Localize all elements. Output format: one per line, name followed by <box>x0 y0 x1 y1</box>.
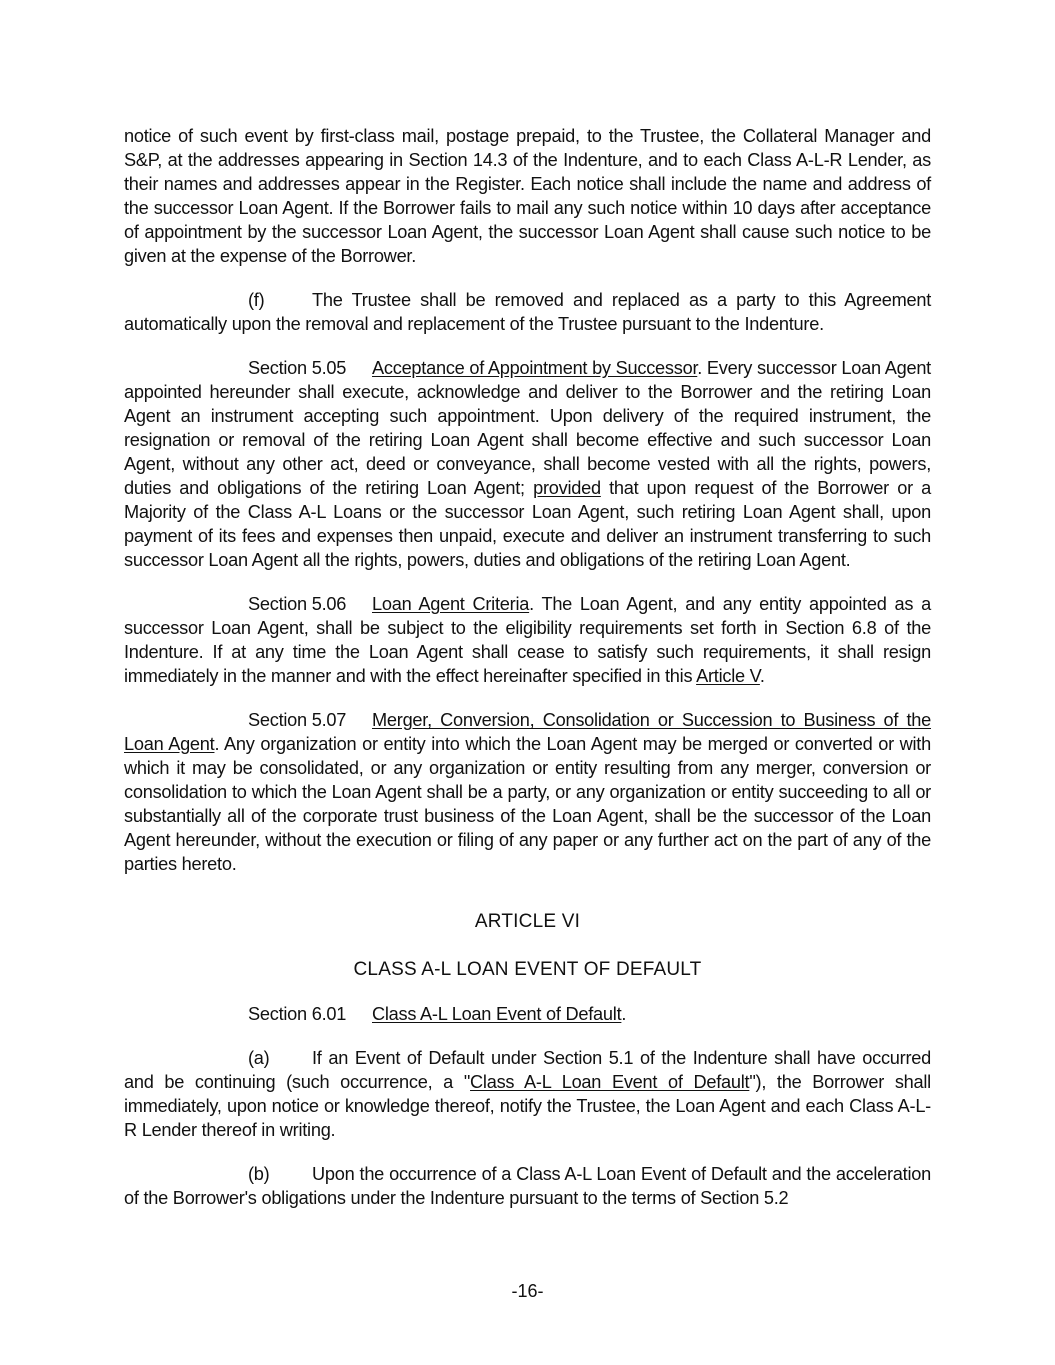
clause-label-f: (f) <box>248 290 265 310</box>
section-text: . The Loan Agent, and any entity appointed as a successor Loan Agent, shall be subject to the eligibility requirements set forth in Section 6.8 of the Indenture. If at any time the Loan Agent shall cease to satisfy such requirements, it shall resign immediately in the manner and with the effect hereinafter specified in this <box>124 594 931 686</box>
paragraph-intro: notice of such event by first-class mail, postage prepaid, to the Trustee, the Collateral Manager and S&P, at the addresses appearing in Section 14.3 of the Indenture, and to each Class A-L-R Lender, as their names and addresses appear in the Register. Each notice shall include the name and address of the successor Loan Agent. If the Borrower fails to mail any such notice within 10 days after acceptance of appointment by the successor Loan Agent, the successor Loan Agent shall cause such notice to be given at the expense of the Borrower. <box>124 126 931 266</box>
provided-term: provided <box>533 478 601 498</box>
clause-text-f: The Trustee shall be removed and replaced as a party to this Agreement automatically upon the removal and replacement of the Trustee pursuant to the Indenture. <box>124 290 931 334</box>
section-text-continued: that upon request of the Borrower or a Majority of the Class A-L Loans or the successor Loan Agent, such retiring Loan Agent shall, upon payment of its fees and expenses then unpaid, execute and deliver an instrument transferring to such successor Loan Agent all the rights, powers, duties and obligations of the retiring Loan Agent. <box>124 478 931 570</box>
paragraph-f <box>124 288 931 336</box>
section-title: Class A-L Loan Event of Default <box>372 1004 622 1024</box>
article-reference: Article V <box>696 666 760 686</box>
section-title: Merger, Conversion, Consolidation or Succession to Business of the Loan Agent <box>124 710 931 754</box>
section-text-end: . <box>759 666 765 686</box>
clause-label-a: (a) <box>248 1048 270 1068</box>
section-text: . Every successor Loan Agent appointed hereunder shall execute, acknowledge and deliver to the Borrower and the retiring Loan Agent an instrument accepting such appointment. Upon delivery of the required instrument, the resignation or removal of the retiring Loan Agent shall become effective and such successor Loan Agent, without any other act, deed or conveyance, shall become vested with all the rights, powers, duties and obligations of the retiring Loan Agent; <box>124 358 931 498</box>
section-text: . Any organization or entity into which the Loan Agent may be merged or converted or with which it may be consolidated, or any organization or entity resulting from any merger, conversion or consolidation to which the Loan Agent shall be a party, or any organization or entity succeeding to all or substantially all of the corporate trust business of the Loan Agent, shall be the successor of the Loan Agent hereunder, without the execution or filing of any paper or any further act on the part of any of the parties hereto. <box>124 734 931 874</box>
document-body <box>124 124 931 1210</box>
section-number: Section 6.01 <box>248 1004 347 1024</box>
article-subtitle: CLASS A-L LOAN EVENT OF DEFAULT <box>353 959 702 980</box>
clause-text-a: If an Event of Default under Section 5.1 of the Indenture shall have occurred and be continuing (such occurrence, a " <box>124 1048 931 1092</box>
section-number: Section 5.06 <box>248 594 347 614</box>
section-5-05 <box>124 356 931 572</box>
section-title: Acceptance of Appointment by Successor <box>372 358 698 378</box>
section-5-06 <box>124 592 931 688</box>
section-title: Loan Agent Criteria <box>372 594 530 614</box>
section-number: Section 5.07 <box>248 710 347 730</box>
defined-term: Class A-L Loan Event of Default <box>470 1072 750 1092</box>
paragraph-a <box>124 1046 931 1142</box>
section-number: Section 5.05 <box>248 358 347 378</box>
section-title-end: . <box>621 1004 627 1024</box>
clause-label-b: (b) <box>248 1164 270 1184</box>
clause-text-a-continued: "), the Borrower shall immediately, upon notice or knowledge thereof, notify the Trustee, the Loan Agent and each Class A-L-R Lender thereof in writing. <box>124 1072 931 1140</box>
paragraph-b <box>124 1162 931 1210</box>
article-title: ARTICLE VI <box>474 911 581 932</box>
section-5-07 <box>124 708 931 876</box>
section-6-01 <box>124 1002 931 1026</box>
page-number: -16- <box>511 1281 544 1301</box>
clause-text-b: Upon the occurrence of a Class A-L Loan Event of Default and the acceleration of the Borrower's obligations under the Indenture pursuant to the terms of Section 5.2 <box>124 1164 931 1208</box>
